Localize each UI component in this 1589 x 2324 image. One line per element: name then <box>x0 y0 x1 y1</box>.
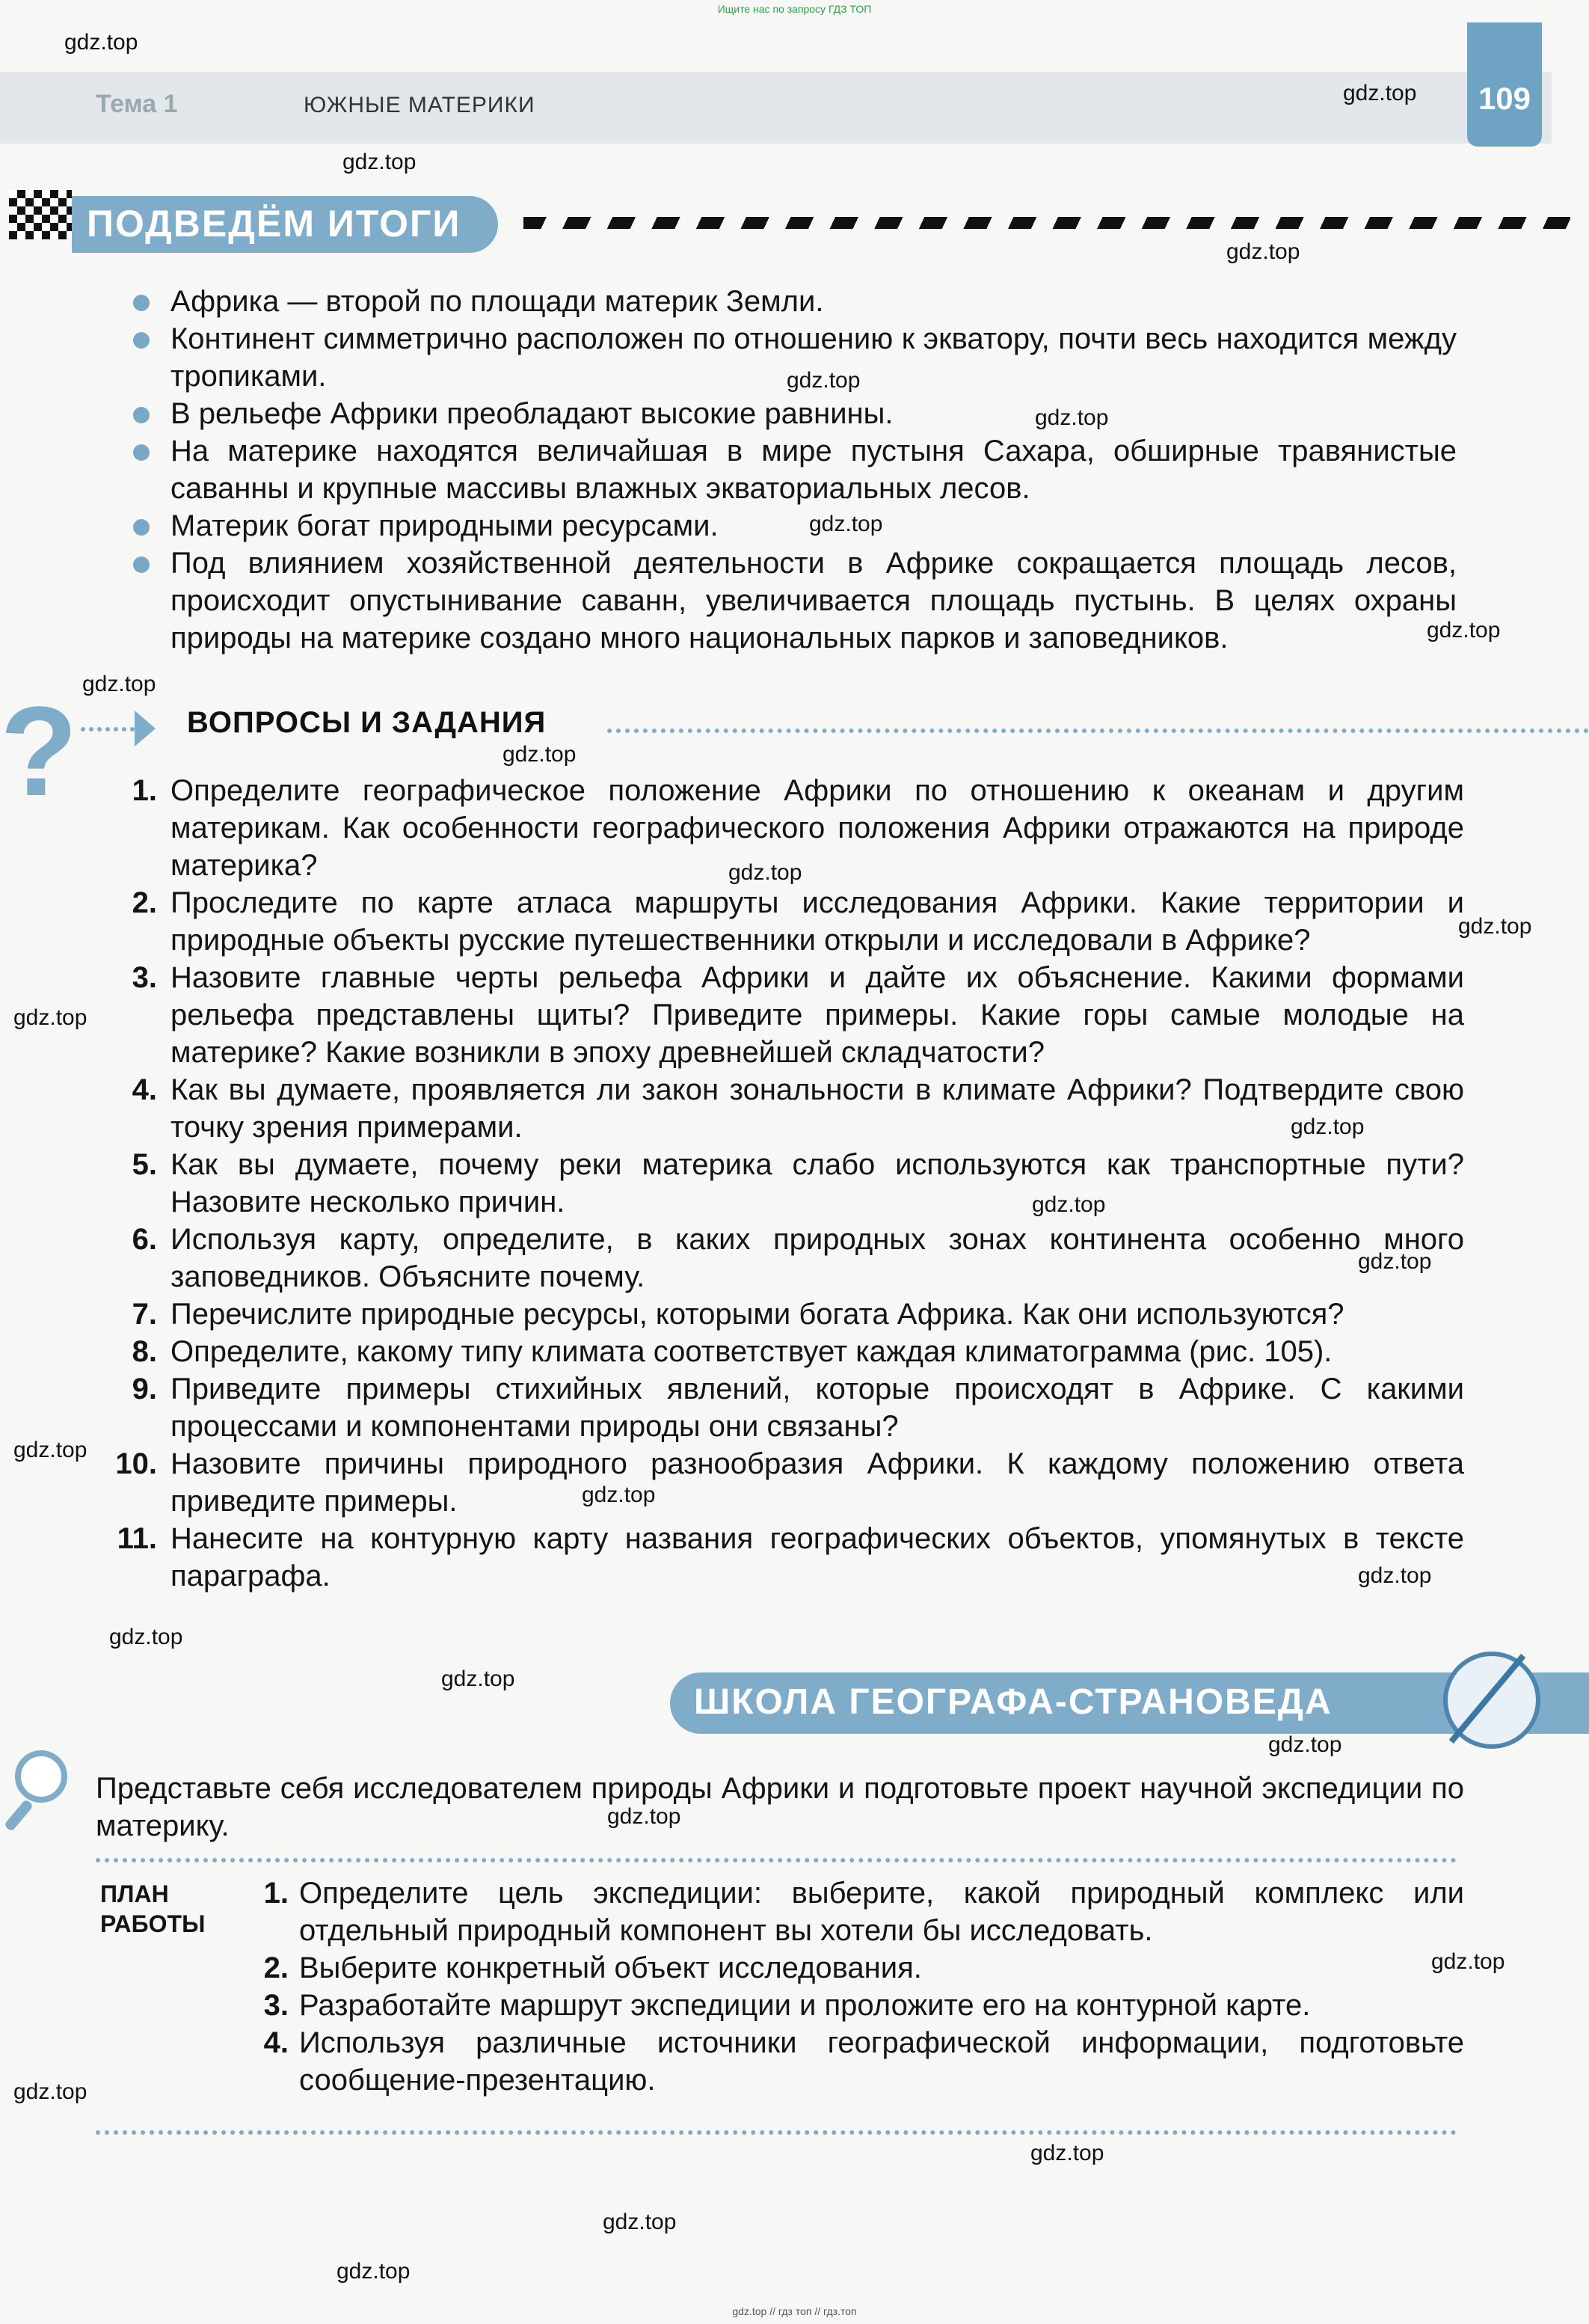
bottom-banner: gdz.top // гдз топ // гдз.топ <box>732 2305 857 2317</box>
summary-item: В рельефе Африки преобладают высокие равнины. <box>133 395 1457 432</box>
question-mark-icon: ? <box>0 681 78 823</box>
bullet-dot-icon <box>133 557 150 573</box>
question-item: 1. Определите географическое положение Африки по отношению к океанам и другим материкам. Как особенности географического положения Африки отражаются на природе материка? <box>132 774 1464 882</box>
plan-item: 1. Определите цель экспедиции: выберите, какой природный комплекс или отдельный природный компонент вы хотели бы исследовать. <box>263 1877 1464 1947</box>
summary-item: Континент симметрично расположен по отношению к экватору, почти весь находится между тропиками. <box>133 320 1457 395</box>
question-item: 5. Как вы думаете, почему реки материка слабо используются как транспортные пути? Назовите несколько причин. <box>132 1148 1464 1218</box>
bullet-dot-icon <box>133 295 150 311</box>
summary-list <box>133 283 1457 657</box>
watermark: gdz.top <box>1268 1732 1342 1757</box>
watermark: gdz.top <box>13 1438 87 1462</box>
question-item: 3. Назовите главные черты рельефа Африки и дайте их объяснение. Какими формами рельефа представлены щиты? Приведите примеры. Какие горы самые молодые на материке? Какие возникли в эпоху древнейшей складчатости? <box>132 961 1464 1069</box>
plan-label: ПЛАН РАБОТЫ <box>100 1880 206 1937</box>
watermark: gdz.top <box>1427 618 1501 643</box>
question-item: 10. Назовите причины природного разнообразия Африки. К каждому положению ответа приведите примеры. <box>115 1447 1464 1518</box>
plan-list <box>217 1874 1464 2099</box>
question-item: 6. Используя карту, определите, в каких природных зонах континента особенно много заповедников. Объясните почему. <box>132 1223 1464 1293</box>
summary-heading: ПОДВЕДЁМ ИТОГИ <box>87 203 461 245</box>
watermark: gdz.top <box>787 368 861 393</box>
watermark: gdz.top <box>1358 1249 1432 1274</box>
plan-item: 3. Разработайте маршрут экспедиции и проложите его на контурной карте. <box>263 1989 1311 2022</box>
bullet-dot-icon <box>133 407 150 423</box>
bullet-dot-icon <box>133 444 150 461</box>
dotted-line <box>81 727 135 732</box>
watermark: gdz.top <box>342 150 417 174</box>
watermark: gdz.top <box>1226 239 1300 264</box>
theme-label: Тема 1 <box>96 90 178 118</box>
watermark: gdz.top <box>582 1483 656 1507</box>
watermark: gdz.top <box>1343 81 1417 105</box>
watermark: gdz.top <box>441 1667 515 1691</box>
summary-item: Под влиянием хозяйственной деятельности в Африке сокращается площадь лесов, происходит опустынивание саванн, увеличивается площадь пустынь. В целях охраны природы на материке создано много национальных парков и заповедников. <box>133 545 1457 657</box>
questions-heading: ВОПРОСЫ И ЗАДАНИЯ <box>187 706 547 739</box>
summary-item: Материк богат природными ресурсами. <box>133 507 1457 545</box>
magnifier-handle-icon <box>4 1799 34 1832</box>
bullet-dot-icon <box>133 519 150 536</box>
watermark: gdz.top <box>603 2210 677 2234</box>
summary-item: Африка — второй по площади материк Земли. <box>133 283 1457 320</box>
watermark: gdz.top <box>64 30 138 55</box>
header-bar <box>0 72 1552 144</box>
watermark: gdz.top <box>809 512 883 536</box>
school-heading: ШКОЛА ГЕОГРАФА-СТРАНОВЕДА <box>694 1682 1333 1722</box>
question-item: 8. Определите, какому типу климата соответствует каждая климатограмма (рис. 105). <box>132 1335 1333 1368</box>
watermark: gdz.top <box>1458 914 1532 939</box>
watermark: gdz.top <box>728 860 802 885</box>
watermark: gdz.top <box>1291 1115 1365 1139</box>
watermark: gdz.top <box>1035 405 1109 430</box>
watermark: gdz.top <box>607 1804 681 1829</box>
watermark: gdz.top <box>13 1005 87 1030</box>
watermark: gdz.top <box>1032 1192 1106 1217</box>
plan-item: 2. Выберите конкретный объект исследования. <box>263 1952 922 1984</box>
watermark: gdz.top <box>13 2079 87 2104</box>
theme-title: ЮЖНЫЕ МАТЕРИКИ <box>304 93 535 117</box>
watermark: gdz.top <box>109 1625 183 1649</box>
watermark: gdz.top <box>502 742 577 767</box>
watermark: gdz.top <box>1358 1563 1432 1588</box>
page-number: 109 <box>1478 81 1531 116</box>
dashed-divider <box>523 217 1570 229</box>
checkered-flag-icon <box>9 190 72 239</box>
watermark: gdz.top <box>1431 1949 1505 1974</box>
summary-item: На материке находятся величайшая в мире пустыня Сахара, обширные травянистые саванны и крупные массивы влажных экваториальных лесов. <box>133 432 1457 507</box>
dotted-line <box>607 729 1589 733</box>
question-item: 9. Приведите примеры стихийных явлений, которые происходят в Африке. С какими процессами и компонентами природы они связаны? <box>132 1373 1464 1443</box>
dotted-divider <box>96 2130 1457 2135</box>
watermark: gdz.top <box>336 2259 411 2284</box>
watermark: gdz.top <box>82 672 156 696</box>
top-banner: Ищите нас по запросу ГДЗ ТОП <box>717 3 872 15</box>
question-item: 11. Нанесите на контурную карту названия географических объектов, упомянутых в тексте параграфа. <box>117 1522 1464 1592</box>
question-item: 2. Проследите по карте атласа маршруты исследования Африки. Какие территории и природные объекты русские путешественники открыли и исследовали в Африке? <box>132 886 1464 957</box>
dotted-divider <box>96 1858 1457 1862</box>
school-intro: Представьте себя исследователем природы Африки и подготовьте проект научной экспедиции по материку. <box>96 1772 1464 1842</box>
magnifier-icon <box>15 1750 67 1803</box>
bullet-dot-icon <box>133 332 150 349</box>
question-item: 4. Как вы думаете, проявляется ли закон зональности в климате Африки? Подтвердите свою точку зрения примерами. <box>132 1073 1464 1144</box>
watermark: gdz.top <box>1030 2141 1104 2165</box>
plan-item: 4. Используя различные источники географической информации, подготовьте сообщение-презентацию. <box>263 2026 1464 2097</box>
arrow-icon <box>135 711 156 746</box>
question-item: 7. Перечислите природные ресурсы, которыми богата Африка. Как они используются? <box>132 1298 1344 1331</box>
questions-list <box>90 772 1464 1595</box>
